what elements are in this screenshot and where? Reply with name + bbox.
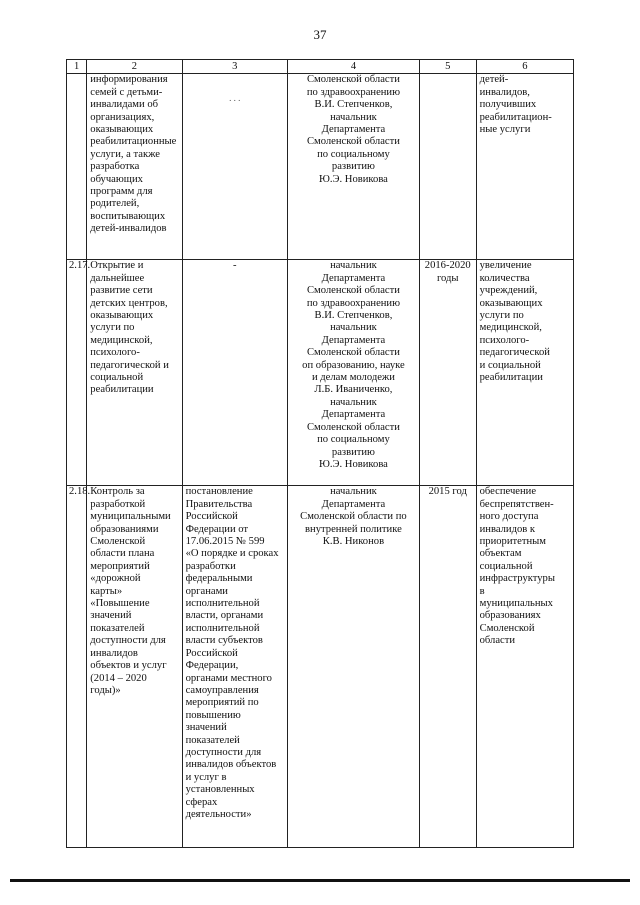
row-number [67,74,87,260]
result-cell: детей- инвалидов, получивших реабилитацион- ные услуги [476,74,573,260]
legal-basis-cell: - [182,260,287,486]
column-header: 2 [87,60,182,74]
period-cell: 2016-2020 годы [419,260,476,486]
measures-table [66,59,574,848]
column-header: 1 [67,60,87,74]
responsible-cell: начальник Департамента Смоленской области по внутренней политике К.В. Никонов [288,486,420,848]
legal-basis-cell: . . . [182,74,287,260]
period-cell: 2015 год [419,486,476,848]
measure-cell: Открытие и дальнейшее развитие сети детских центров, оказывающих услуги по медицинской, психолого- педагогической и социальной реабилитации [87,260,182,486]
row-number: 2.17. [67,260,87,486]
column-header: 3 [182,60,287,74]
measure-cell: Контроль за разработкой муниципальными образованиями Смоленской области плана мероприятий «дорожной карты» «Повышение значений показателей доступности для инвалидов объектов и услуг (2014 – 2020 годы)» [87,486,182,848]
table-row [67,486,574,848]
table-row [67,74,574,260]
table-row [67,260,574,486]
measure-cell: информирования семей с детьми- инвалидами об организациях, оказывающих реабилитационные услуги, а также разработка обучающих программ для родителей, воспитывающих детей-инвалидов [87,74,182,260]
row-number: 2.18. [67,486,87,848]
result-cell: обеспечение беспрепятствен- ного доступа инвалидов к приоритетным объектам социальной инфраструктуры в муниципальных образованиях Смоленской области [476,486,573,848]
responsible-cell: начальник Департамента Смоленской области по здравоохранению В.И. Степченков, начальник Департамента Смоленской области оп образованию, науке и делам молодежи Л.Б. Иваниченко, начальник Департамента Смоленской области по социальному развитию Ю.Э. Новикова [288,260,420,486]
column-header: 6 [476,60,573,74]
result-cell: увеличение количества учреждений, оказывающих услуги по медицинской, психолого- педагогической и социальной реабилитации [476,260,573,486]
bottom-rule [10,879,630,882]
column-number-row [67,60,574,74]
responsible-cell: Смоленской области по здравоохранению В.И. Степченков, начальник Департамента Смоленской области по социальному развитию Ю.Э. Новикова [288,74,420,260]
column-header: 4 [288,60,420,74]
column-header: 5 [419,60,476,74]
legal-basis-cell: постановление Правительства Российской Федерации от 17.06.2015 № 599 «О порядке и сроках разработки федеральными органами исполнительной власти, органами исполнительной власти субъектов Российской Федерации, органами местного самоуправления мероприятий по повышению значений показателей доступности для инвалидов объектов и услуг в установленных сферах деятельности» [182,486,287,848]
period-cell [419,74,476,260]
page-number: 37 [313,27,327,42]
